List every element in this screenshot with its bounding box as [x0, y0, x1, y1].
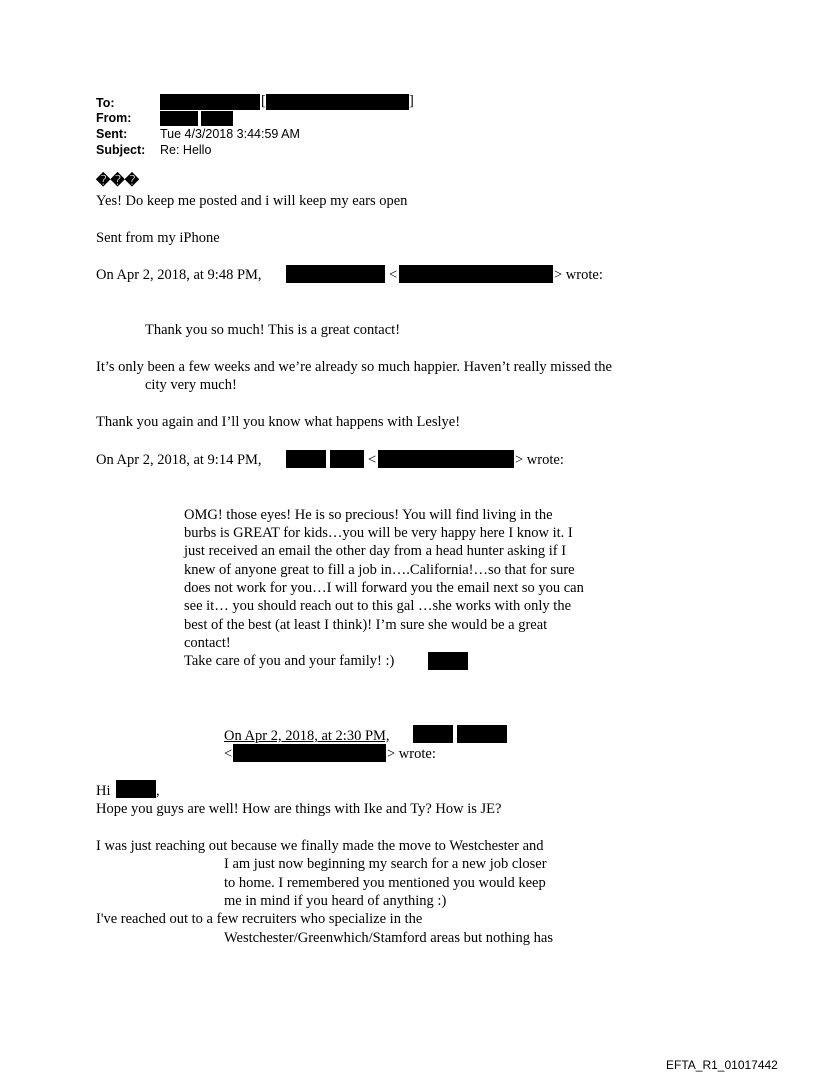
to-label: To: [96, 96, 115, 110]
garbled-characters: ��� [96, 172, 140, 188]
redaction-quote3-email [233, 744, 386, 762]
redaction-greeting-name [116, 780, 156, 798]
quote3-para-line: to home. I remembered you mentioned you would keep [224, 875, 546, 891]
quote2-line: burbs is GREAT for kids…you will be very happy here I know it. I [184, 525, 573, 541]
redaction-from-first [160, 111, 198, 126]
redaction-quote2-email [378, 450, 514, 468]
quote2-wrote: > wrote: [515, 452, 564, 468]
quote2-line: see it… you should reach out to this gal …she works with only the [184, 598, 572, 614]
quote3-para-line: me in mind if you heard of anything :) [224, 893, 447, 909]
angle-open: < [224, 746, 233, 762]
greeting-comma: , [156, 783, 160, 799]
quote2-line: Take care of you and your family! :) [184, 653, 395, 669]
quote1-line1: Thank you so much! This is a great contact! [145, 322, 401, 338]
quote1-line3: city very much! [145, 377, 237, 393]
quote3-para2-line: Westchester/Greenwhich/Stamford areas but nothing has [224, 930, 554, 946]
redaction-quote2-signature [428, 652, 468, 670]
quote2-line: just received an email the other day from a head hunter asking if I [184, 543, 567, 559]
subject-value: Re: Hello [160, 143, 212, 157]
angle-open: < [368, 452, 377, 468]
quote1-line2: It’s only been a few weeks and we’re already so much happier. Haven’t really missed the [96, 359, 612, 375]
quote1-wrote: > wrote: [554, 267, 603, 283]
redaction-from-last [201, 111, 233, 126]
redaction-quote2-first [286, 450, 326, 468]
quote3-line1: Hope you guys are well! How are things with Ike and Ty? How is JE? [96, 801, 502, 817]
quote1-intro: On Apr 2, 2018, at 9:48 PM, [96, 267, 262, 283]
subject-label: Subject: [96, 143, 146, 157]
quote3-wrote: > wrote: [387, 746, 436, 762]
quote2-line: best of the best (at least I think)! I’m sure she would be a great [184, 617, 548, 633]
redaction-quote2-last [330, 450, 364, 468]
angle-open: < [389, 267, 398, 283]
sent-value: Tue 4/3/2018 3:44:59 AM [160, 127, 300, 141]
bracket-close: ] [409, 93, 414, 109]
redaction-quote3-first [413, 725, 453, 743]
quote2-line: contact! [184, 635, 231, 651]
quote3-intro: On Apr 2, 2018, at 2:30 PM, [224, 728, 390, 744]
bracket-open: [ [261, 93, 266, 109]
reply-signature: Sent from my iPhone [96, 230, 220, 246]
quote3-greeting: Hi [96, 783, 111, 799]
quote2-line: knew of anyone great to fill a job in….California!…so that for sure [184, 562, 575, 578]
quote1-line4: Thank you again and I’ll you know what happens with Leslye! [96, 414, 461, 430]
quote3-para2-line: I've reached out to a few recruiters who specialize in the [96, 911, 423, 927]
reply-line: Yes! Do keep me posted and i will keep my ears open [96, 193, 408, 209]
redaction-quote3-last [457, 725, 507, 743]
redaction-to-address [266, 94, 409, 110]
quote2-line: does not work for you…I will forward you the email next so you can [184, 580, 584, 596]
redaction-quote1-email [399, 265, 553, 283]
document-id: EFTA_R1_01017442 [666, 1058, 778, 1072]
quote2-line: OMG! those eyes! He is so precious! You will find living in the [184, 507, 553, 523]
sent-label: Sent: [96, 127, 128, 141]
from-label: From: [96, 111, 132, 125]
quote2-intro: On Apr 2, 2018, at 9:14 PM, [96, 452, 262, 468]
quote3-para-line: I was just reaching out because we finally made the move to Westchester and [96, 838, 544, 854]
redaction-quote1-name [286, 265, 385, 283]
redaction-to-name [160, 94, 260, 110]
quote3-para-line: I am just now beginning my search for a new job closer [224, 856, 547, 872]
